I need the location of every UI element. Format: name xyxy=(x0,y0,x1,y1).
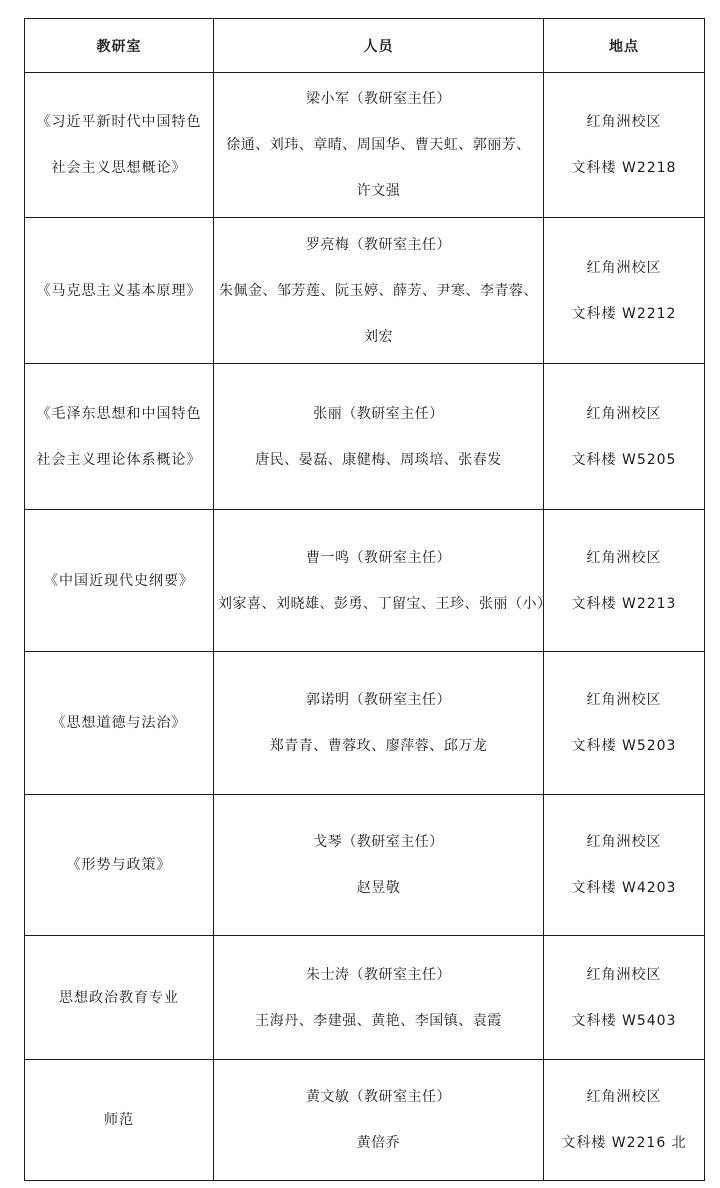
office-cell xyxy=(25,795,214,936)
office-name-line: 《中国近现代史纲要》 xyxy=(44,572,194,589)
campus-line: 红角洲校区 xyxy=(586,1089,662,1105)
room-line: 文科楼 W5203 xyxy=(571,738,677,754)
members-line: 刘宏 xyxy=(364,328,393,345)
table-row xyxy=(25,936,705,1060)
table-row xyxy=(25,1060,705,1181)
campus-line: 红角洲校区 xyxy=(586,549,662,566)
table-row xyxy=(25,73,705,218)
office-cell xyxy=(25,510,214,652)
office-name-line: 师范 xyxy=(104,1112,134,1128)
people-cell xyxy=(214,652,544,795)
members-line: 赵昱敬 xyxy=(356,880,401,896)
people-cell xyxy=(214,936,544,1060)
table-row xyxy=(25,652,705,795)
place-cell xyxy=(544,936,705,1060)
office-name-line: 社会主义思想概论》 xyxy=(51,160,187,176)
members-line: 许文强 xyxy=(356,183,401,199)
room-line: 文科楼 W2216 北 xyxy=(561,1135,687,1151)
office-cell xyxy=(25,364,214,510)
members-line: 郑青青、曹蓉玫、廖萍蓉、邱万龙 xyxy=(269,738,488,754)
table-row xyxy=(25,795,705,936)
director-line: 梁小军（教研室主任） xyxy=(306,91,451,107)
director-line: 戈琴（教研室主任） xyxy=(313,834,444,850)
office-name-line: 社会主义理论体系概论》 xyxy=(36,451,202,468)
campus-line: 红角洲校区 xyxy=(586,405,662,422)
table-header-row xyxy=(25,19,705,73)
members-line: 徐通、刘玮、章晴、周国华、曹天虹、郭丽芳、 xyxy=(226,137,531,153)
office-name-line: 《思想道德与法治》 xyxy=(51,715,187,731)
table-row xyxy=(25,510,705,652)
members-line: 朱佩金、邹芳莲、阮玉婷、薛芳、尹寒、李青蓉、 xyxy=(219,282,538,299)
office-name-line: 《习近平新时代中国特色 xyxy=(36,114,202,130)
office-name-line: 《形势与政策》 xyxy=(66,857,172,873)
director-line: 罗亮梅（教研室主任） xyxy=(306,236,451,253)
campus-line: 红角洲校区 xyxy=(586,966,662,983)
director-line: 朱士涛（教研室主任） xyxy=(306,966,451,983)
director-line: 郭诺明（教研室主任） xyxy=(306,692,451,708)
table-row xyxy=(25,364,705,510)
table-row xyxy=(25,218,705,364)
campus-line: 红角洲校区 xyxy=(586,834,662,850)
office-cell xyxy=(25,218,214,364)
people-cell xyxy=(214,364,544,510)
office-cell xyxy=(25,1060,214,1181)
room-line: 文科楼 W5403 xyxy=(571,1012,677,1029)
teaching-office-table xyxy=(24,18,705,1181)
room-line: 文科楼 W5205 xyxy=(571,451,677,468)
director-line: 黄文敏（教研室主任） xyxy=(306,1089,451,1105)
header-place: 地点 xyxy=(544,19,705,73)
room-line: 文科楼 W2212 xyxy=(571,305,677,322)
people-cell xyxy=(214,1060,544,1181)
people-cell xyxy=(214,510,552,652)
room-line: 文科楼 W4203 xyxy=(571,880,677,896)
office-cell xyxy=(25,936,214,1060)
members-line: 黄倍乔 xyxy=(356,1135,401,1151)
office-cell xyxy=(25,73,214,218)
room-line: 文科楼 W2218 xyxy=(571,160,677,176)
members-line: 唐民、晏磊、康健梅、周琰培、张春发 xyxy=(255,451,502,468)
place-cell xyxy=(544,364,705,510)
members-line: 王海丹、李建强、黄艳、李国镇、袁霞 xyxy=(255,1012,502,1029)
members-line: 刘家喜、刘晓雄、彭勇、丁留宝、王珍、张丽（小） xyxy=(218,595,552,612)
place-cell xyxy=(544,510,705,652)
director-line: 曹一鸣（教研室主任） xyxy=(306,549,451,566)
people-cell xyxy=(214,795,544,936)
campus-line: 红角洲校区 xyxy=(586,259,662,276)
place-cell xyxy=(544,652,705,795)
place-cell xyxy=(544,1060,705,1181)
people-cell xyxy=(214,218,544,364)
people-cell xyxy=(214,73,544,218)
place-cell xyxy=(544,73,705,218)
header-people: 人员 xyxy=(214,19,544,73)
office-name-line: 《毛泽东思想和中国特色 xyxy=(36,405,202,422)
room-line: 文科楼 W2213 xyxy=(571,595,677,612)
place-cell xyxy=(544,795,705,936)
director-line: 张丽（教研室主任） xyxy=(313,405,444,422)
header-office: 教研室 xyxy=(25,19,214,73)
campus-line: 红角洲校区 xyxy=(586,114,662,130)
office-name-line: 思想政治教育专业 xyxy=(59,989,179,1006)
office-name-line: 《马克思主义基本原理》 xyxy=(36,282,202,299)
office-cell xyxy=(25,652,214,795)
campus-line: 红角洲校区 xyxy=(586,692,662,708)
place-cell xyxy=(544,218,705,364)
